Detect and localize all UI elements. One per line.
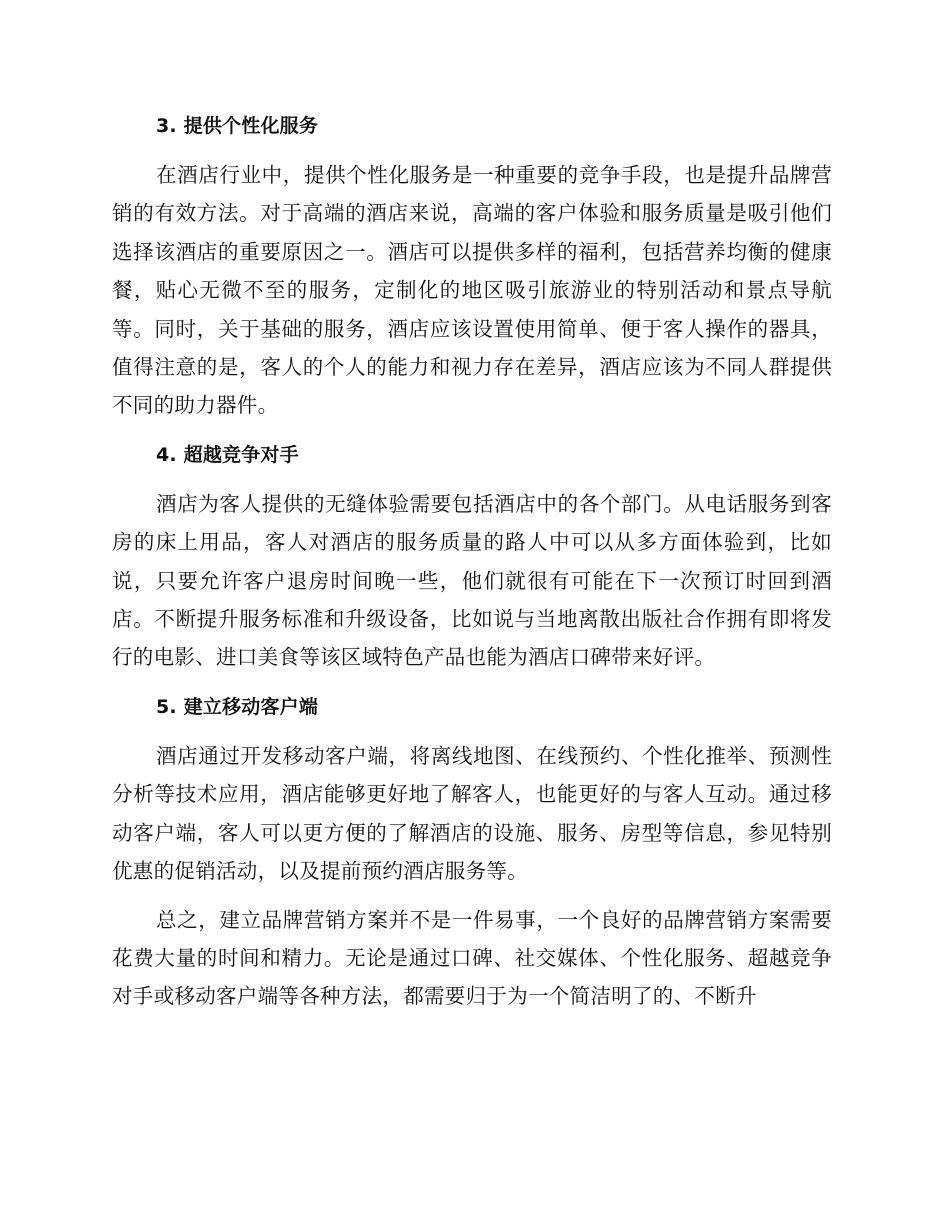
paragraph-beat-competitors: 酒店为客人提供的无缝体验需要包括酒店中的各个部门。从电话服务到客房的床上用品，客人对酒店的服务质量的路人中可以从多方面体验到，比如说，只要允许客户退房时间晚一些，他们就很有可能在下一次预订时回到酒店。不断提升服务标准和升级设备，比如说与当地离散出版社合作拥有即将发行的电影、进口美食等该区域特色产品也能为酒店口碑带来好评。	[112, 491, 832, 670]
section-heading-mobile-client: 5. 建立移动客户端	[156, 695, 319, 718]
section-heading-personalized-service: 3. 提供个性化服务	[156, 115, 319, 137]
paragraph-personalized-service: 在酒店行业中，提供个性化服务是一种重要的竞争手段，也是提升品牌营销的有效方法。对于高端的酒店来说，高端的客户体验和服务质量是吸引他们选择该酒店的重要原因之一。酒店可以提供多样的福利，包括营养均衡的健康餐，贴心无微不至的服务，定制化的地区吸引旅游业的特别活动和景点导航等。同时，关于基础的服务，酒店应该设置使用简单、便于客人操作的器具，值得注意的是，客人的个人的能力和视力存在差异，酒店应该为不同人群提供不同的助力器件。	[112, 163, 832, 418]
section-heading-beat-competitors: 4. 超越竞争对手	[156, 443, 299, 466]
paragraph-conclusion: 总之，建立品牌营销方案并不是一件易事，一个良好的品牌营销方案需要花费大量的时间和精力。无论是通过口碑、社交媒体、个性化服务、超越竞争对手或移动客户端等各种方法，都需要归于为一个简洁明了的、不断升	[112, 907, 832, 1009]
document-page	[112, 106, 832, 1016]
paragraph-mobile-client: 酒店通过开发移动客户端，将离线地图、在线预约、个性化推举、预测性分析等技术应用，酒店能够更好地了解客人，也能更好的与客人互动。通过移动客户端，客人可以更方便的了解酒店的设施、服务、房型等信息，参见特别优惠的促销活动，以及提前预约酒店服务等。	[112, 743, 832, 884]
